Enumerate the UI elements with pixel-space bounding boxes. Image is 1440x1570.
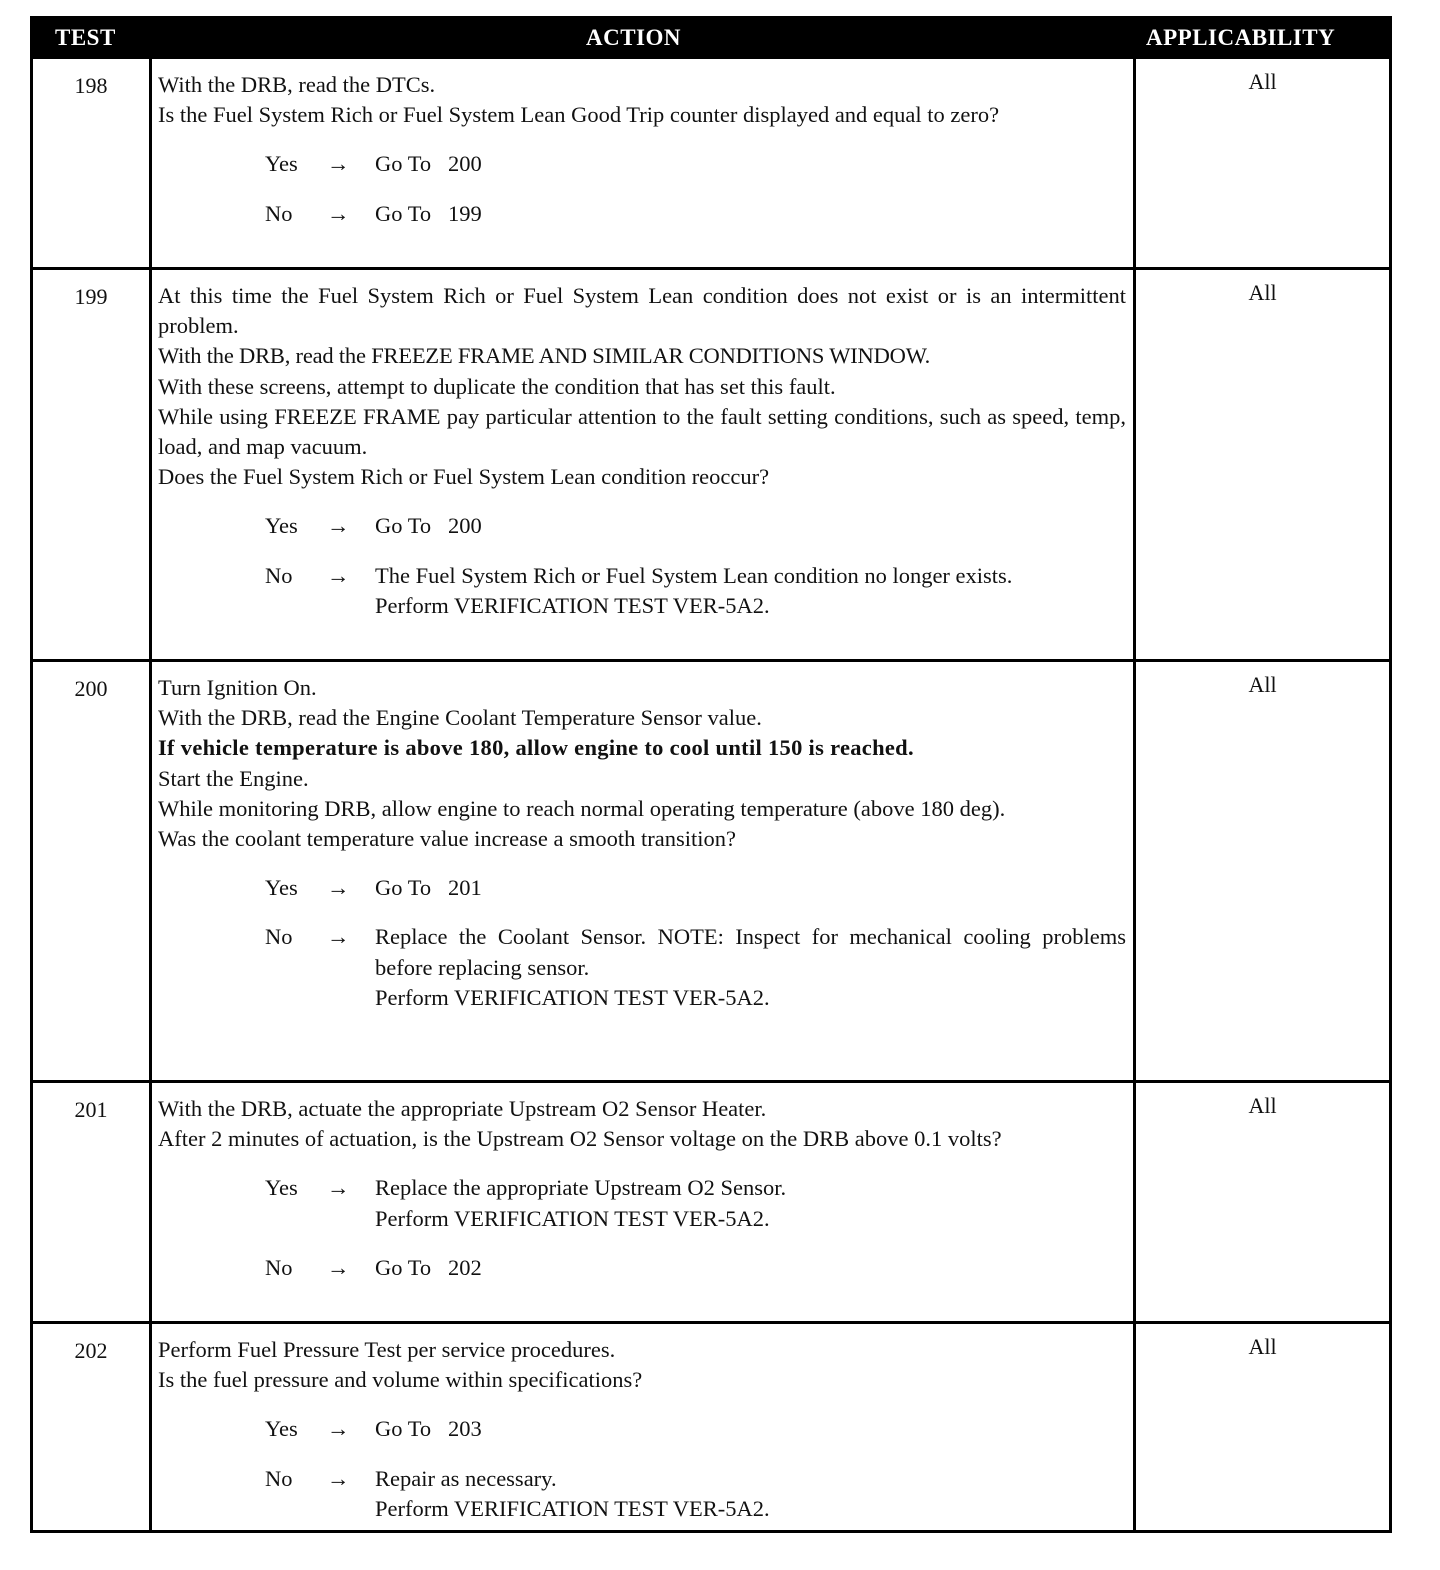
answer-yes: [158, 873, 1126, 903]
action-text: [158, 281, 1126, 621]
action-line: Turn Ignition On.: [158, 675, 317, 700]
diagnostic-test-table: [30, 16, 1392, 1533]
arrow-icon: →: [327, 562, 350, 588]
column-divider: [1133, 270, 1136, 659]
answer-yes: [158, 149, 1126, 179]
header-test: TEST: [55, 25, 116, 50]
answer-result: Go To 202: [375, 1254, 482, 1280]
answer-no: [158, 561, 1126, 621]
arrow-icon: →: [327, 151, 350, 177]
test-row-199: [33, 270, 1389, 662]
test-row-198: [33, 59, 1389, 270]
test-number: 200: [74, 676, 108, 701]
answer-label: Yes: [265, 151, 298, 177]
answer-result: Go To 201: [375, 875, 482, 901]
column-divider: [149, 1083, 152, 1321]
header-applicability: APPLICABILITY: [1146, 25, 1336, 50]
arrow-icon: →: [327, 924, 350, 950]
answer-label: No: [265, 1465, 293, 1491]
action-line: Is the Fuel System Rich or Fuel System Lean Good Trip counter displayed and equal to zero?: [158, 102, 1000, 128]
test-row-202: [33, 1324, 1389, 1530]
answer-label: Yes: [265, 875, 298, 901]
test-number: 199: [74, 284, 108, 309]
answer-label: Yes: [265, 513, 298, 539]
action-line: Is the fuel pressure and volume within specifications?: [158, 1367, 643, 1393]
answer-label: Yes: [265, 1416, 298, 1442]
answer-yes: [158, 511, 1126, 541]
applicability-value: All: [1248, 280, 1277, 305]
answer-result: Replace the appropriate Upstream O2 Sensor. Perform VERIFICATION TEST VER-5A2.: [375, 1175, 787, 1231]
action-line: With the DRB, read the Engine Coolant Temperature Sensor value.: [158, 705, 762, 731]
table-header: [33, 19, 1389, 59]
answer-label: No: [265, 200, 293, 226]
action-line: Was the coolant temperature value increase a smooth transition?: [158, 826, 736, 852]
test-row-200: [33, 662, 1389, 1083]
arrow-icon: →: [327, 513, 350, 539]
answer-no: [158, 1464, 1126, 1524]
answer-result: Repair as necessary. Perform VERIFICATION TEST VER-5A2.: [375, 1465, 770, 1521]
answer-label: No: [265, 1254, 293, 1280]
arrow-icon: →: [327, 1254, 350, 1280]
test-number: 201: [74, 1097, 108, 1122]
answer-no: [158, 199, 1126, 229]
action-line: Start the Engine.: [158, 765, 309, 791]
action-line: With the DRB, actuate the appropriate Upstream O2 Sensor Heater.: [158, 1096, 767, 1121]
arrow-icon: →: [327, 200, 350, 226]
applicability-value: All: [1248, 1093, 1277, 1118]
column-divider: [1133, 662, 1136, 1080]
answer-yes: [158, 1173, 1126, 1233]
action-text: [158, 70, 1126, 229]
column-divider: [149, 270, 152, 659]
answer-label: No: [265, 924, 293, 950]
column-divider: [149, 59, 152, 267]
action-line: At this time the Fuel System Rich or Fuel System Lean condition does not exist or is an intermittent problem.: [158, 283, 1126, 339]
test-number: 198: [74, 73, 108, 98]
applicability-value: All: [1248, 1334, 1277, 1359]
answer-result: Go To 200: [375, 151, 482, 177]
arrow-icon: →: [327, 1465, 350, 1491]
answer-label: No: [265, 562, 293, 588]
action-text: [158, 673, 1126, 1013]
applicability-value: All: [1248, 69, 1277, 94]
answer-yes: [158, 1414, 1126, 1444]
answer-result: Go To 199: [375, 200, 482, 226]
arrow-icon: →: [327, 875, 350, 901]
action-text: [158, 1335, 1126, 1524]
answer-no: [158, 922, 1126, 1013]
arrow-icon: →: [327, 1175, 350, 1201]
answer-label: Yes: [265, 1175, 298, 1201]
action-line: While monitoring DRB, allow engine to reach normal operating temperature (above 180 deg).: [158, 795, 1006, 821]
action-line: With these screens, attempt to duplicate the condition that has set this fault.: [158, 373, 836, 399]
answer-no: [158, 1253, 1126, 1283]
test-row-201: [33, 1083, 1389, 1324]
action-line: With the DRB, read the FREEZE FRAME AND SIMILAR CONDITIONS WINDOW.: [158, 343, 931, 369]
arrow-icon: →: [327, 1416, 350, 1442]
answer-result: The Fuel System Rich or Fuel System Lean condition no longer exists. Perform VERIFICATION TEST VER-5A2.: [375, 562, 1013, 618]
warning-text: If vehicle temperature is above 180, allow engine to cool until 150 is reached.: [158, 735, 914, 761]
applicability-value: All: [1248, 672, 1277, 697]
action-line: Does the Fuel System Rich or Fuel System Lean condition reoccur?: [158, 464, 770, 490]
answer-result: Go To 203: [375, 1416, 482, 1442]
action-line: After 2 minutes of actuation, is the Upstream O2 Sensor voltage on the DRB above 0.1 volts?: [158, 1126, 1002, 1152]
header-action: ACTION: [586, 25, 682, 50]
action-text: [158, 1094, 1126, 1283]
action-line: Perform Fuel Pressure Test per service procedures.: [158, 1337, 616, 1362]
column-divider: [149, 662, 152, 1080]
action-line: While using FREEZE FRAME pay particular attention to the fault setting conditions, such as speed, temp, load, and map vacuum.: [158, 403, 1126, 460]
test-number: 202: [74, 1338, 108, 1363]
answer-result: Replace the Coolant Sensor. NOTE: Inspect for mechanical cooling problems before replacing sensor. Perform VERIFICATION TEST VER-5A2.: [375, 924, 1126, 1010]
action-line: With the DRB, read the DTCs.: [158, 72, 436, 97]
column-divider: [149, 1324, 152, 1530]
answer-result: Go To 200: [375, 513, 482, 539]
